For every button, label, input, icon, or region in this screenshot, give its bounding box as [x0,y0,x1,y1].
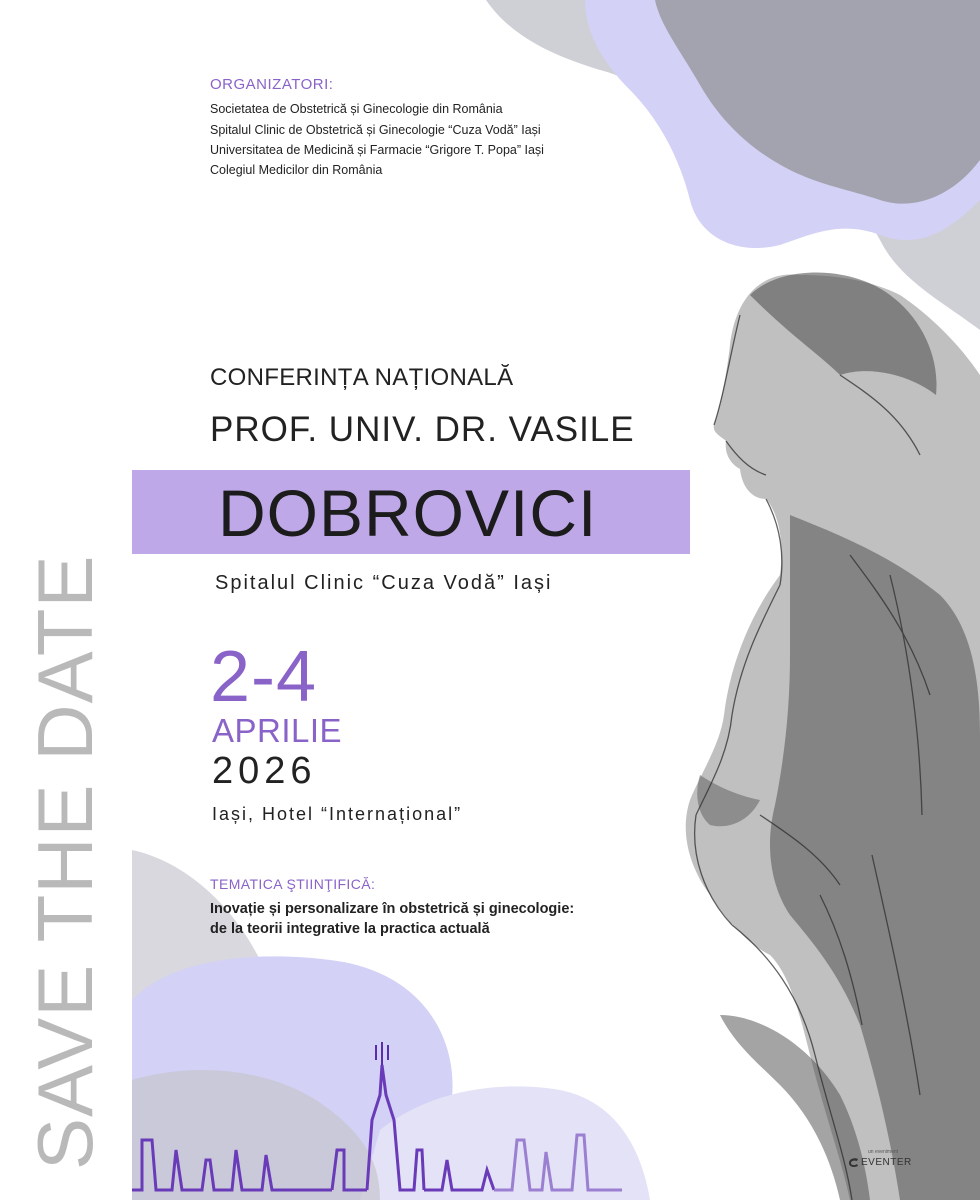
organizer-line: Colegiul Medicilor din România [210,163,383,177]
organizer-line: Spitalul Clinic de Obstetrică și Ginecologie “Cuza Vodă” Iași [210,123,541,137]
date-year: 2026 [212,750,317,792]
eventer-logo-icon [848,1157,859,1168]
conference-name-prefix: PROF. UNIV. DR. VASILE [210,410,635,449]
conference-name: DOBROVICI [218,476,598,550]
brand-name: EVENTER [861,1157,912,1168]
organizer-line: Societatea de Obstetrică și Ginecologie din România [210,102,503,116]
pregnant-woman-sketch [640,255,980,1200]
venue-location: Iași, Hotel “Internațional” [212,804,463,824]
topics-heading: TEMATICA ŞTIINŢIFICĂ: [210,876,376,892]
organizer-line: Universitatea de Medicină și Farmacie “Grigore T. Popa” Iași [210,143,544,157]
topic-line: de la teorii integrative la practica actuală [210,921,490,937]
brand-tagline: un eveniment [868,1149,899,1155]
iasi-skyline-icon [132,1040,622,1200]
save-the-date-banner: SAVE THE DATE [21,554,109,1170]
hospital-name: Spitalul Clinic “Cuza Vodă” Iași [215,572,553,594]
eventer-logo [848,1157,912,1168]
topic-line: Inovație și personalizare în obstetrică și ginecologie: [210,901,575,917]
organizers-heading: ORGANIZATORI: [210,76,334,93]
date-days: 2-4 [210,637,318,717]
conference-subtitle: CONFERINȚA NAȚIONALĂ [210,364,514,391]
date-month: APRILIE [212,712,343,749]
